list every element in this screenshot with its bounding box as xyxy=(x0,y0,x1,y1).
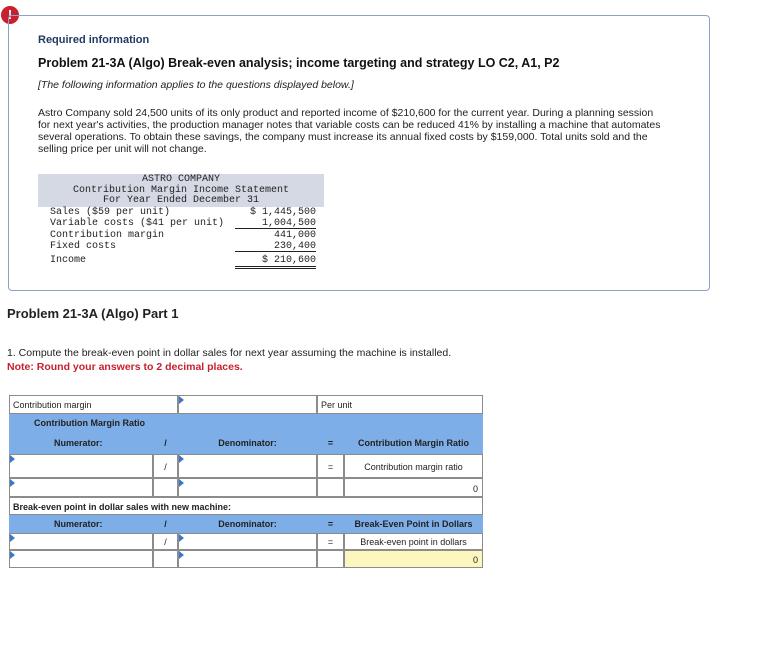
statement-row xyxy=(50,230,318,241)
problem-description: Astro Company sold 24,500 units of its only product and reported income of $210,600 for the current year. During a planning session for next year's activities, the production manager notes that variable costs can be reduced 41% by installing a machine that automates several operations. To obtain these savings, the company must increase its annual fixed costs by $159,000. Total units sold and the selling price per unit will not change. xyxy=(38,107,661,155)
statement-row-value: 441,000 xyxy=(273,230,316,241)
statement-row-label: Contribution margin xyxy=(50,230,165,241)
slash: / xyxy=(153,533,178,550)
cmr-result-label: Contribution margin ratio xyxy=(344,454,483,478)
statement-row xyxy=(50,241,318,252)
statement-title: Contribution Margin Income Statement xyxy=(72,184,290,196)
statement-period: For Year Ended December 31 xyxy=(102,195,260,206)
be-denominator-header: Denominator: xyxy=(178,515,317,533)
empty-cell xyxy=(153,478,178,497)
slash-header: / xyxy=(153,433,178,454)
part-title: Problem 21-3A (Algo) Part 1 xyxy=(7,306,179,321)
income-statement xyxy=(38,174,324,274)
statement-company: ASTRO COMPANY xyxy=(141,174,220,185)
be-numerator-input-2[interactable] xyxy=(9,550,153,568)
problem-title: Problem 21-3A (Algo) Break-even analysis; income targeting and strategy LO C2, A1, P2 xyxy=(38,56,560,70)
equals-header: = xyxy=(317,433,344,454)
cmr-result-header: Contribution Margin Ratio xyxy=(344,433,483,454)
cmr-value: 0 xyxy=(344,478,483,497)
be-value: 0 xyxy=(344,550,483,568)
applies-note: [The following information applies to the questions displayed below.] xyxy=(38,79,354,91)
cmr-denominator-input-2[interactable] xyxy=(178,478,317,497)
contribution-margin-label: Contribution margin xyxy=(9,395,178,414)
cmr-denominator-input[interactable] xyxy=(178,454,317,478)
double-underline xyxy=(235,266,316,269)
denominator-header: Denominator: xyxy=(178,433,317,454)
statement-row-value: 1,004,500 xyxy=(261,218,316,229)
statement-row-value: 230,400 xyxy=(273,241,316,252)
empty-cell xyxy=(317,478,344,497)
alert-icon: ! xyxy=(1,6,19,24)
statement-row xyxy=(50,218,318,229)
statement-row-label: Income xyxy=(50,255,87,266)
underline xyxy=(235,228,316,229)
required-information-label: Required information xyxy=(38,34,150,46)
statement-row xyxy=(50,255,318,266)
be-numerator-input[interactable] xyxy=(9,533,153,550)
be-denominator-input-2[interactable] xyxy=(178,550,317,568)
rounding-note: Note: Round your answers to 2 decimal places. xyxy=(7,361,243,373)
statement-row-value: $ 1,445,500 xyxy=(249,207,316,218)
contribution-margin-input[interactable] xyxy=(178,395,317,414)
cmr-numerator-input-2[interactable] xyxy=(9,478,153,497)
be-denominator-input[interactable] xyxy=(178,533,317,550)
empty-cell xyxy=(153,550,178,568)
statement-row-label: Fixed costs xyxy=(50,241,117,252)
equals-sign: = xyxy=(317,533,344,550)
underline xyxy=(235,251,316,252)
equals-sign: = xyxy=(317,454,344,478)
empty-cell xyxy=(317,550,344,568)
be-section-header: Break-even point in dollar sales with new machine: xyxy=(9,497,483,515)
per-unit-label: Per unit xyxy=(317,395,483,414)
be-numerator-header: Numerator: xyxy=(9,515,153,533)
be-equals-header: = xyxy=(317,515,344,533)
be-result-header: Break-Even Point in Dollars xyxy=(344,515,483,533)
statement-row-value: $ 210,600 xyxy=(261,255,316,266)
cmr-numerator-input[interactable] xyxy=(9,454,153,478)
statement-row-label: Variable costs ($41 per unit) xyxy=(50,218,225,229)
numerator-header: Numerator: xyxy=(9,433,153,454)
be-slash-header: / xyxy=(153,515,178,533)
statement-row-label: Sales ($59 per unit) xyxy=(50,207,171,218)
statement-row xyxy=(50,207,318,218)
cmr-section-header: Contribution Margin Ratio xyxy=(9,414,483,433)
slash: / xyxy=(153,454,178,478)
statement-header xyxy=(38,174,324,207)
be-result-label: Break-even point in dollars xyxy=(344,533,483,550)
question-text: 1. Compute the break-even point in dollar sales for next year assuming the machine is installed. xyxy=(7,347,452,359)
